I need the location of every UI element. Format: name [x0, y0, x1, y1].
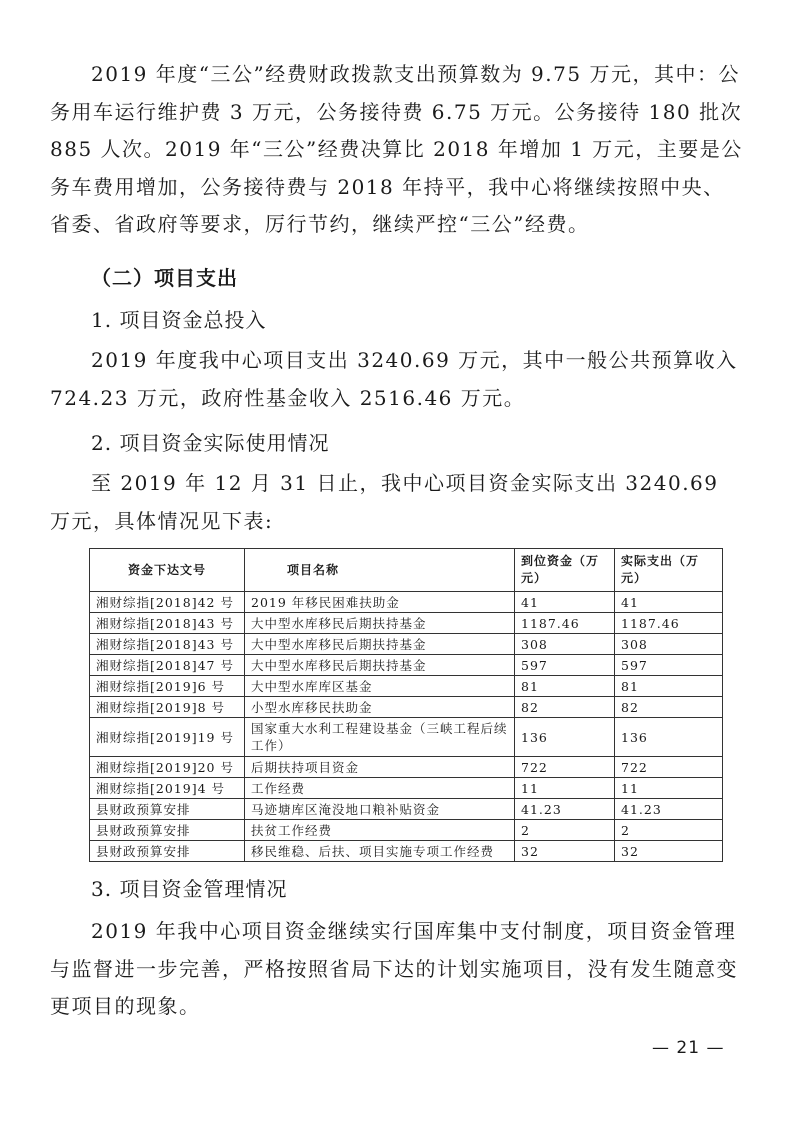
table-header-row	[90, 549, 723, 592]
cell-project-name: 大中型水库移民后期扶持基金	[245, 655, 515, 676]
cell-document-number: 湘财综指[2018]47 号	[90, 655, 245, 676]
cell-allocated-funds: 81	[515, 676, 615, 697]
cell-document-number: 县财政预算安排	[90, 841, 245, 862]
cell-actual-spending: 1187.46	[615, 613, 723, 634]
cell-allocated-funds: 32	[515, 841, 615, 862]
table-row	[90, 718, 723, 757]
table-row	[90, 697, 723, 718]
subsection-3-text: 2019 年我中心项目资金继续实行国库集中支付制度，项目资金管理与监督进一步完善，严格按照省局下达的计划实施项目，没有发生随意变更项目的现象。	[50, 919, 738, 1018]
cell-allocated-funds: 11	[515, 778, 615, 799]
cell-actual-spending: 81	[615, 676, 723, 697]
cell-project-name: 大中型水库移民后期扶持基金	[245, 613, 515, 634]
cell-actual-spending: 722	[615, 757, 723, 778]
cell-allocated-funds: 597	[515, 655, 615, 676]
cell-document-number: 湘财综指[2019]8 号	[90, 697, 245, 718]
table-row	[90, 820, 723, 841]
cell-project-name: 2019 年移民困难扶助金	[245, 592, 515, 613]
table-row	[90, 799, 723, 820]
table-row	[90, 841, 723, 862]
section-title: （二）项目支出	[91, 266, 238, 290]
table-body	[90, 592, 723, 862]
cell-allocated-funds: 722	[515, 757, 615, 778]
cell-project-name: 小型水库移民扶助金	[245, 697, 515, 718]
cell-document-number: 湘财综指[2018]43 号	[90, 613, 245, 634]
cell-allocated-funds: 41	[515, 592, 615, 613]
cell-project-name: 移民维稳、后扶、项目实施专项工作经费	[245, 841, 515, 862]
table-row	[90, 778, 723, 799]
cell-project-name: 工作经费	[245, 778, 515, 799]
cell-actual-spending: 11	[615, 778, 723, 799]
cell-document-number: 湘财综指[2018]43 号	[90, 634, 245, 655]
cell-document-number: 县财政预算安排	[90, 799, 245, 820]
subsection-1-title: 1. 项目资金总投入	[91, 308, 267, 332]
cell-actual-spending: 41.23	[615, 799, 723, 820]
cell-document-number: 湘财综指[2019]4 号	[90, 778, 245, 799]
cell-actual-spending: 2	[615, 820, 723, 841]
cell-document-number: 湘财综指[2019]6 号	[90, 676, 245, 697]
subsection-3-title: 3. 项目资金管理情况	[91, 877, 288, 901]
subsection-2-title: 2. 项目资金实际使用情况	[91, 431, 330, 455]
table-row	[90, 676, 723, 697]
cell-allocated-funds: 82	[515, 697, 615, 718]
cell-project-name: 后期扶持项目资金	[245, 757, 515, 778]
cell-project-name: 大中型水库库区基金	[245, 676, 515, 697]
table-row	[90, 613, 723, 634]
cell-allocated-funds: 41.23	[515, 799, 615, 820]
cell-actual-spending: 41	[615, 592, 723, 613]
cell-actual-spending: 136	[615, 718, 723, 757]
table-row	[90, 634, 723, 655]
page-number: — 21 —	[652, 1038, 725, 1058]
cell-actual-spending: 32	[615, 841, 723, 862]
cell-document-number: 湘财综指[2019]20 号	[90, 757, 245, 778]
cell-allocated-funds: 2	[515, 820, 615, 841]
cell-allocated-funds: 308	[515, 634, 615, 655]
intro-paragraph: 2019 年度“三公”经费财政拨款支出预算数为 9.75 万元，其中：公务用车运行维护费 3 万元，公务接待费 6.75 万元。公务接待 180 批次 885 人次。2019 年“三公”经费决算比 2018 年增加 1 万元，主要是公务车费用增加，公务接待费与 2018 年持平，我中心将继续按照中央、省委、省政府等要求，厉行节约，继续严控“三公”经费。	[50, 62, 743, 236]
cell-allocated-funds: 1187.46	[515, 613, 615, 634]
cell-actual-spending: 308	[615, 634, 723, 655]
header-document-number: 资金下达文号	[90, 549, 245, 592]
project-funds-table	[89, 548, 723, 862]
cell-document-number: 湘财综指[2019]19 号	[90, 718, 245, 757]
subsection-2-text: 至 2019 年 12 月 31 日止，我中心项目资金实际支出 3240.69 万元，具体情况见下表:	[50, 471, 719, 533]
subsection-1-text: 2019 年度我中心项目支出 3240.69 万元，其中一般公共预算收入 724.23 万元，政府性基金收入 2516.46 万元。	[50, 348, 738, 410]
cell-document-number: 县财政预算安排	[90, 820, 245, 841]
cell-document-number: 湘财综指[2018]42 号	[90, 592, 245, 613]
cell-allocated-funds: 136	[515, 718, 615, 757]
cell-project-name: 扶贫工作经费	[245, 820, 515, 841]
header-allocated-funds: 到位资金（万元）	[515, 549, 615, 592]
header-project-name: 项目名称	[245, 549, 515, 592]
cell-project-name: 马迹塘库区淹没地口粮补贴资金	[245, 799, 515, 820]
table-row	[90, 655, 723, 676]
table-row	[90, 757, 723, 778]
header-actual-spending: 实际支出（万元）	[615, 549, 723, 592]
table-row	[90, 592, 723, 613]
cell-actual-spending: 597	[615, 655, 723, 676]
cell-project-name: 大中型水库移民后期扶持基金	[245, 634, 515, 655]
cell-actual-spending: 82	[615, 697, 723, 718]
cell-project-name: 国家重大水利工程建设基金（三峡工程后续工作）	[245, 718, 515, 757]
